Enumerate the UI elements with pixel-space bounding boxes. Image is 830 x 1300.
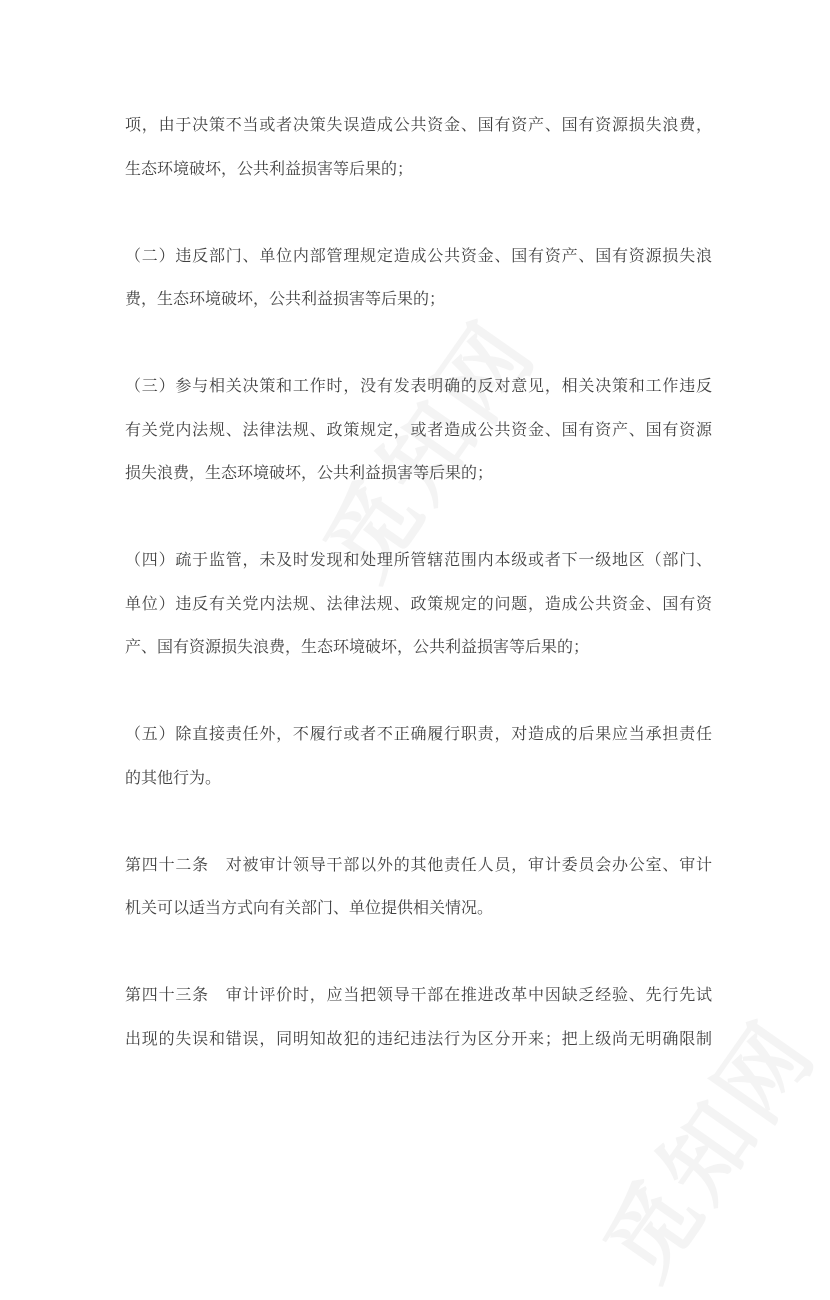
text-line: 项，由于决策不当或者决策失误造成公共资金、国有资产、国有资源损失浪费， [125,115,712,134]
text-line: （二）违反部门、单位内部管理规定造成公共资金、国有资产、国有资源损失浪 [125,245,712,265]
paragraph [125,538,712,669]
text-line: 生态环境破坏，公共利益损害等后果的； [125,158,414,178]
text-line: （三）参与相关决策和工作时，没有发表明确的反对意见，相关决策和工作违反 [125,376,712,395]
text-line: 第四十三条 审计评价时，应当把领导干部在推进改革中因缺乏经验、先行先试 [125,985,712,1004]
paragraph [125,712,712,799]
text-line: 出现的失误和错误，同明知故犯的违纪违法行为区分开来；把上级尚无明确限制 [125,1028,712,1048]
text-line: 机关可以适当方式向有关部门、单位提供相关情况。 [125,898,494,917]
text-line: （四）疏于监管，未及时发现和处理所管辖范围内本级或者下一级地区（部门、 [125,550,712,569]
text-line: （五）除直接责任外，不履行或者不正确履行职责，对造成的后果应当承担责任 [125,724,712,743]
paragraph [125,234,712,321]
text-line: 产、国有资源损失浪费，生态环境破坏，公共利益损害等后果的； [125,637,590,656]
document-body [125,103,712,1104]
text-line: 第四十二条 对被审计领导干部以外的其他责任人员，审计委员会办公室、审计 [125,854,712,874]
text-line: 有关党内法规、法律法规、政策规定，或者造成公共资金、国有资产、国有资源 [125,419,712,439]
paragraph [125,364,712,495]
text-line: 的其他行为。 [125,767,222,787]
text-line: 费，生态环境破坏，公共利益损害等后果的； [125,289,446,308]
text-line: 单位）违反有关党内法规、法律法规、政策规定的问题，造成公共资金、国有资 [125,593,712,613]
text-line: 损失浪费，生态环境破坏，公共利益损害等后果的； [125,463,494,482]
paragraph [125,973,712,1060]
paragraph [125,103,712,190]
paragraph [125,843,712,930]
